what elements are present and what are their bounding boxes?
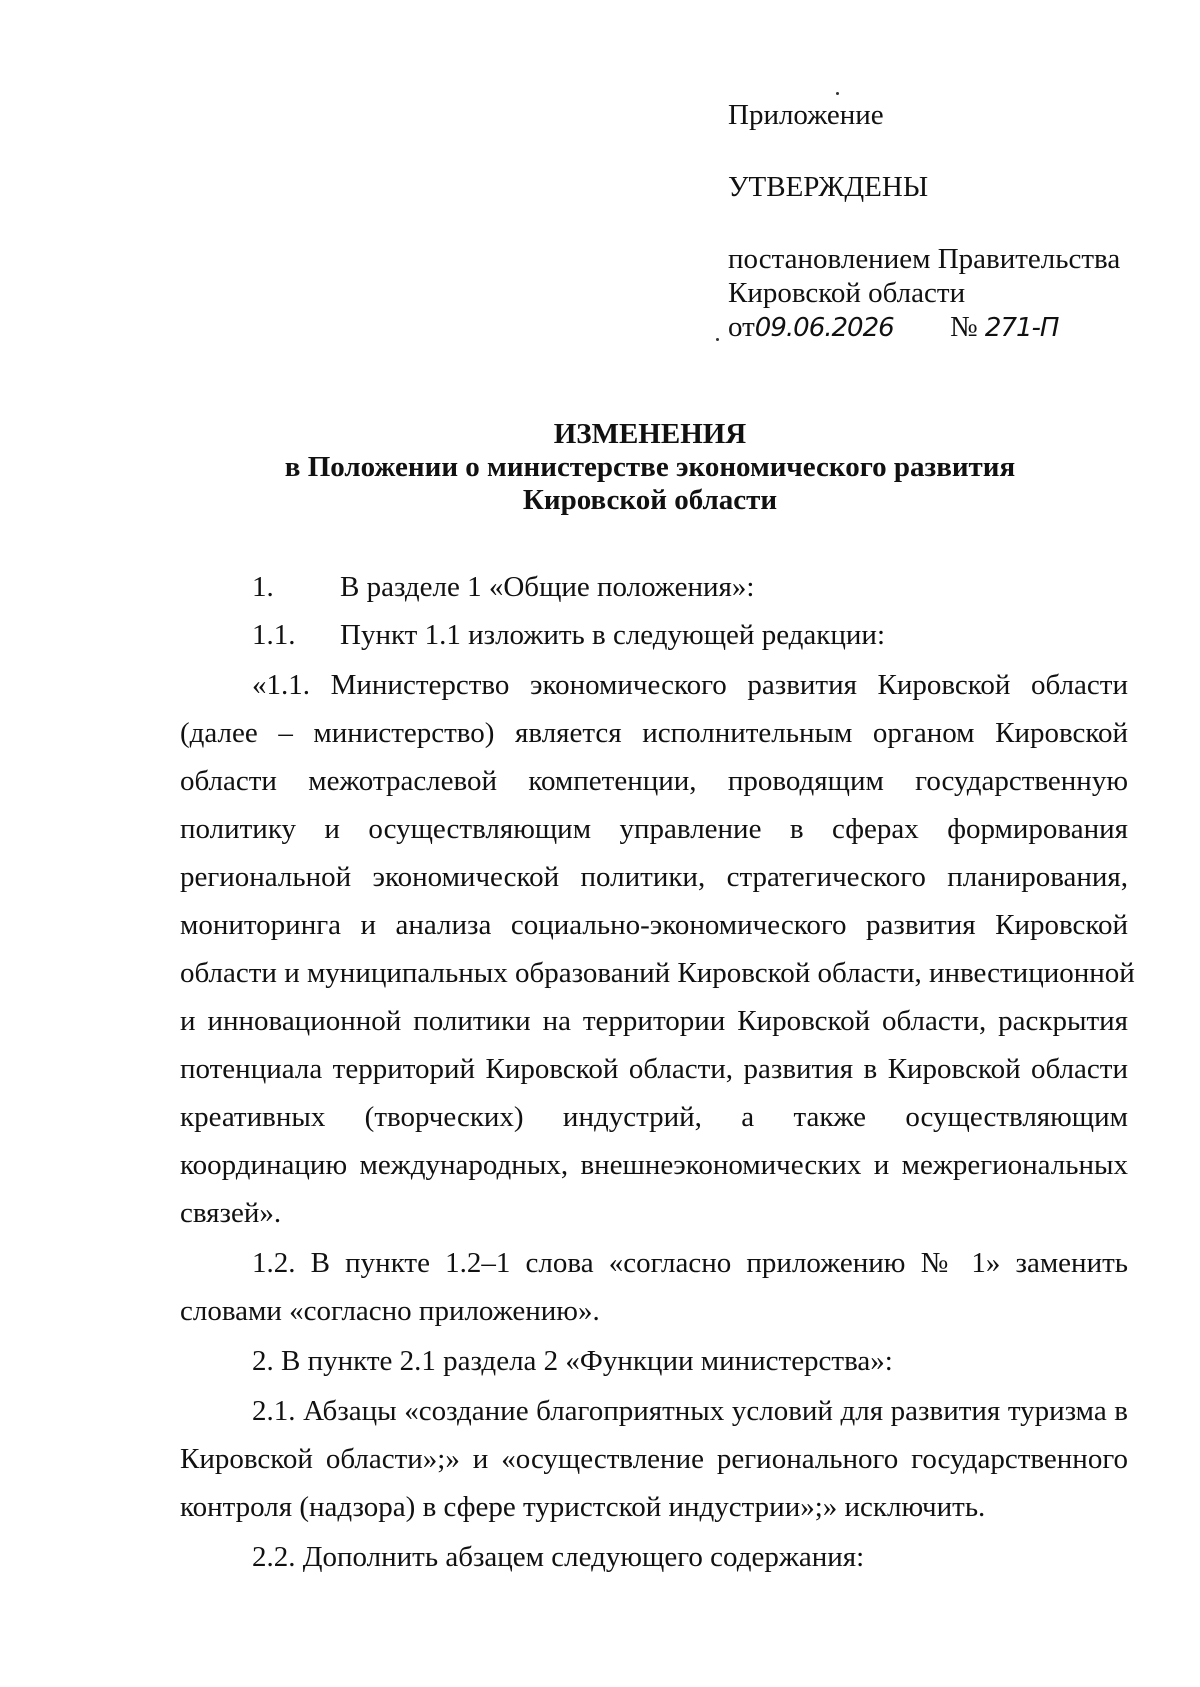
title-line-3: Кировской области — [522, 484, 778, 516]
item-1-1-number: 1.1. — [252, 619, 296, 651]
paragraph-line: региональной экономической политики, стратегического планирования, — [180, 861, 1128, 893]
item-1-2-line: словами «согласно приложению». — [180, 1295, 600, 1327]
resolution-reference — [728, 242, 1148, 343]
paragraph-line: и инновационной политики на территории Кировской области, раскрытия — [180, 1005, 1128, 1037]
paragraph-line: (далее – министерство) является исполнительным органом Кировской — [180, 717, 1128, 749]
number-sign: № — [950, 311, 978, 343]
paragraph-line: области межотраслевой компетенции, проводящим государственную — [180, 765, 1128, 797]
paragraph-line: связей». — [180, 1197, 282, 1229]
paragraph-line: «1.1. Министерство экономического развития Кировской области — [252, 669, 1128, 701]
item-2-text: 2. В пункте 2.1 раздела 2 «Функции министерства»: — [252, 1345, 893, 1377]
handwritten-date: 09.06.2026 — [754, 313, 894, 343]
handwritten-number: 271-П — [984, 313, 1059, 343]
item-2-1-line: Кировской области»;» и «осуществление регионального государственного — [180, 1443, 1128, 1475]
scan-speck — [836, 92, 839, 95]
date-prefix: от — [728, 311, 755, 343]
paragraph-line: политику и осуществляющим управление в сферах формирования — [180, 813, 1128, 845]
resolution-line-2: Кировской области — [728, 277, 966, 309]
scan-speck — [716, 338, 719, 341]
number-block — [950, 310, 1058, 345]
title-line-2: в Положении о министерстве экономического развития — [284, 451, 1016, 483]
date-number-line — [728, 310, 1148, 344]
resolution-line-1: постановлением Правительства — [728, 243, 1121, 275]
title-line-1: ИЗМЕНЕНИЯ — [553, 418, 747, 450]
item-1-text: В разделе 1 «Общие положения»: — [340, 571, 755, 603]
paragraph-line: креативных (творческих) индустрий, а также осуществляющим — [180, 1101, 1128, 1133]
document-title — [100, 418, 1200, 517]
approved-label: УТВЕРЖДЕНЫ — [728, 171, 929, 203]
item-2-1-line: 2.1. Абзацы «создание благоприятных условий для развития туризма в — [252, 1395, 1128, 1427]
paragraph-line: потенциала территорий Кировской области, развития в Кировской области — [180, 1053, 1128, 1085]
appendix-label: Приложение — [728, 99, 884, 131]
item-1-2-line: 1.2. В пункте 1.2–1 слова «согласно приложению № 1» заменить — [252, 1247, 1128, 1279]
item-2-2-text: 2.2. Дополнить абзацем следующего содержания: — [252, 1541, 865, 1573]
paragraph-line: мониторинга и анализа социально-экономического развития Кировской — [180, 909, 1128, 941]
item-1-1-text: Пункт 1.1 изложить в следующей редакции: — [340, 619, 886, 651]
item-1-number: 1. — [252, 571, 274, 603]
paragraph-line: координацию международных, внешнеэкономических и межрегиональных — [180, 1149, 1128, 1181]
paragraph-line: области и муниципальных образований Кировской области, инвестиционной — [180, 957, 1135, 989]
item-2-1-line: контроля (надзора) в сфере туристской индустрии»;» исключить. — [180, 1491, 986, 1523]
